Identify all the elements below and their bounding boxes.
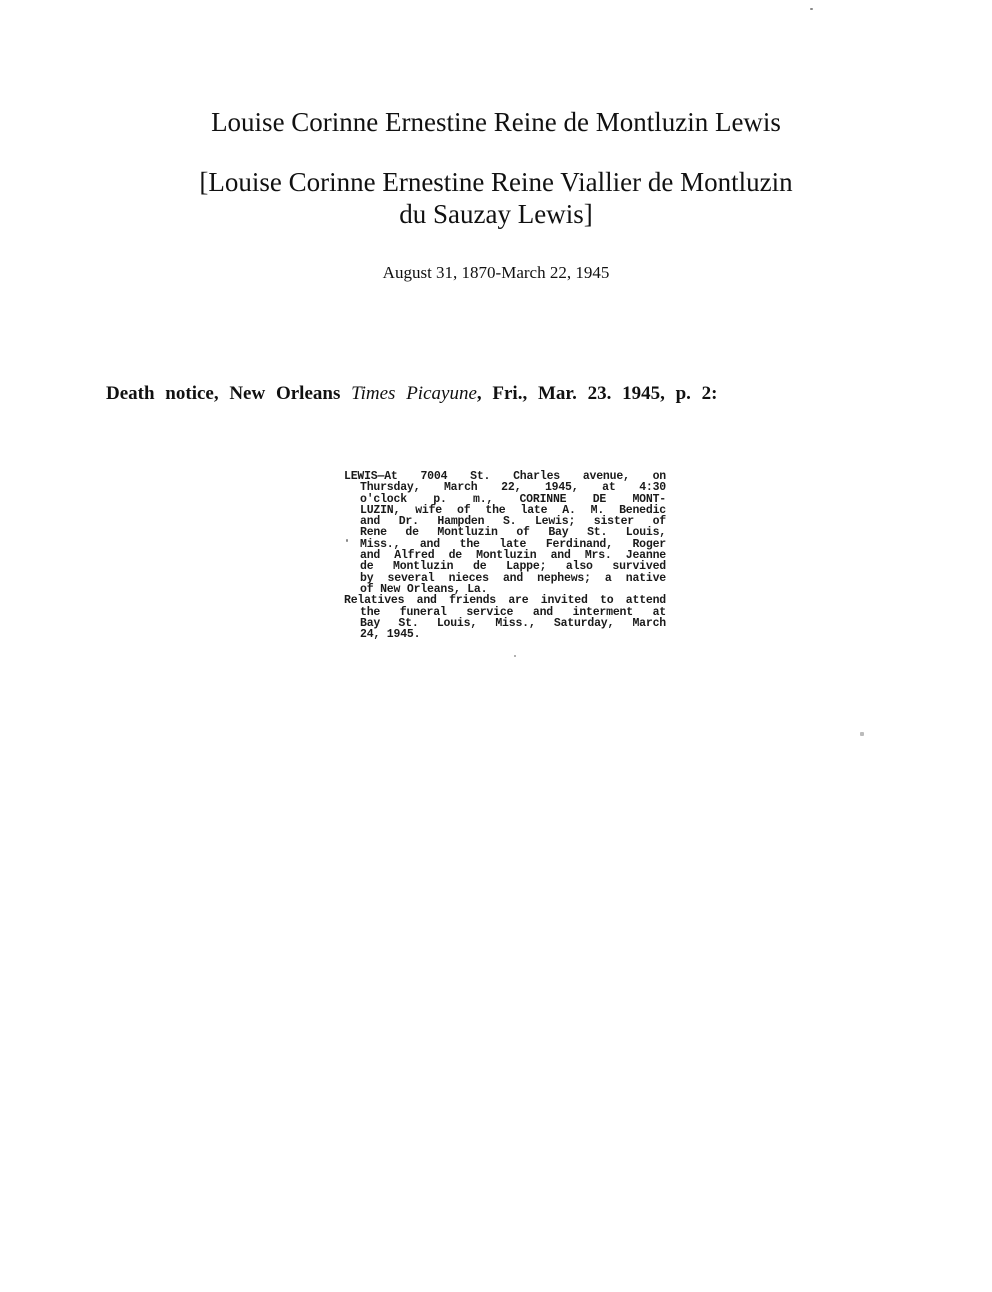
clipping-line: LEWIS—At 7004 St. Charles avenue, on (344, 470, 666, 483)
document-title: Louise Corinne Ernestine Reine de Montluzin Lewis (211, 107, 781, 137)
clipping-line: by several nieces and nephews; a native (360, 571, 666, 585)
scan-speck (346, 539, 348, 542)
newspaper-clipping (344, 471, 666, 640)
notice-heading-prefix: Death notice, New Orleans (106, 383, 352, 404)
clipping-line: de Montluzin de Lappe; also survived (360, 560, 666, 574)
clipping-line: Bay St. Louis, Miss., Saturday, March (360, 616, 666, 630)
clipping-line: Rene de Montluzin of Bay St. Louis, (360, 526, 666, 540)
scan-speck (810, 8, 813, 10)
scan-speck (514, 655, 516, 657)
notice-heading-suffix: , Fri., Mar. 23. 1945, p. 2: (476, 383, 718, 404)
clipping-line: Thursday, March 22, 1945, at 4:30 (360, 481, 666, 495)
clipping-line: LUZIN, wife of the late A. M. Benedic (360, 503, 666, 517)
clipping-line: Miss., and the late Ferdinand, Roger (360, 537, 666, 551)
life-dates: August 31, 1870-March 22, 1945 (382, 263, 610, 282)
clipping-line: 24, 1945. (360, 628, 421, 642)
alternate-full-name-line-1: [Louise Corinne Ernestine Reine Viallier de Montluzin (199, 167, 793, 197)
alternate-full-name (0, 166, 992, 230)
alternate-full-name-line-2: du Sauzay Lewis] (399, 199, 593, 229)
clipping-line: Relatives and friends are invited to attend (344, 594, 666, 608)
clipping-line: o'clock p. m., CORINNE DE MONT- (360, 492, 666, 506)
clipping-line: and Alfred de Montluzin and Mrs. Jeanne (360, 549, 666, 563)
scan-speck (860, 732, 864, 736)
clipping-line: the funeral service and interment at (360, 605, 666, 619)
clipping-line: and Dr. Hampden S. Lewis; sister of (360, 515, 666, 529)
newspaper-name: Times Picayune (351, 383, 477, 404)
clipping-line: of New Orleans, La. (360, 582, 488, 596)
death-notice-heading (106, 381, 717, 407)
